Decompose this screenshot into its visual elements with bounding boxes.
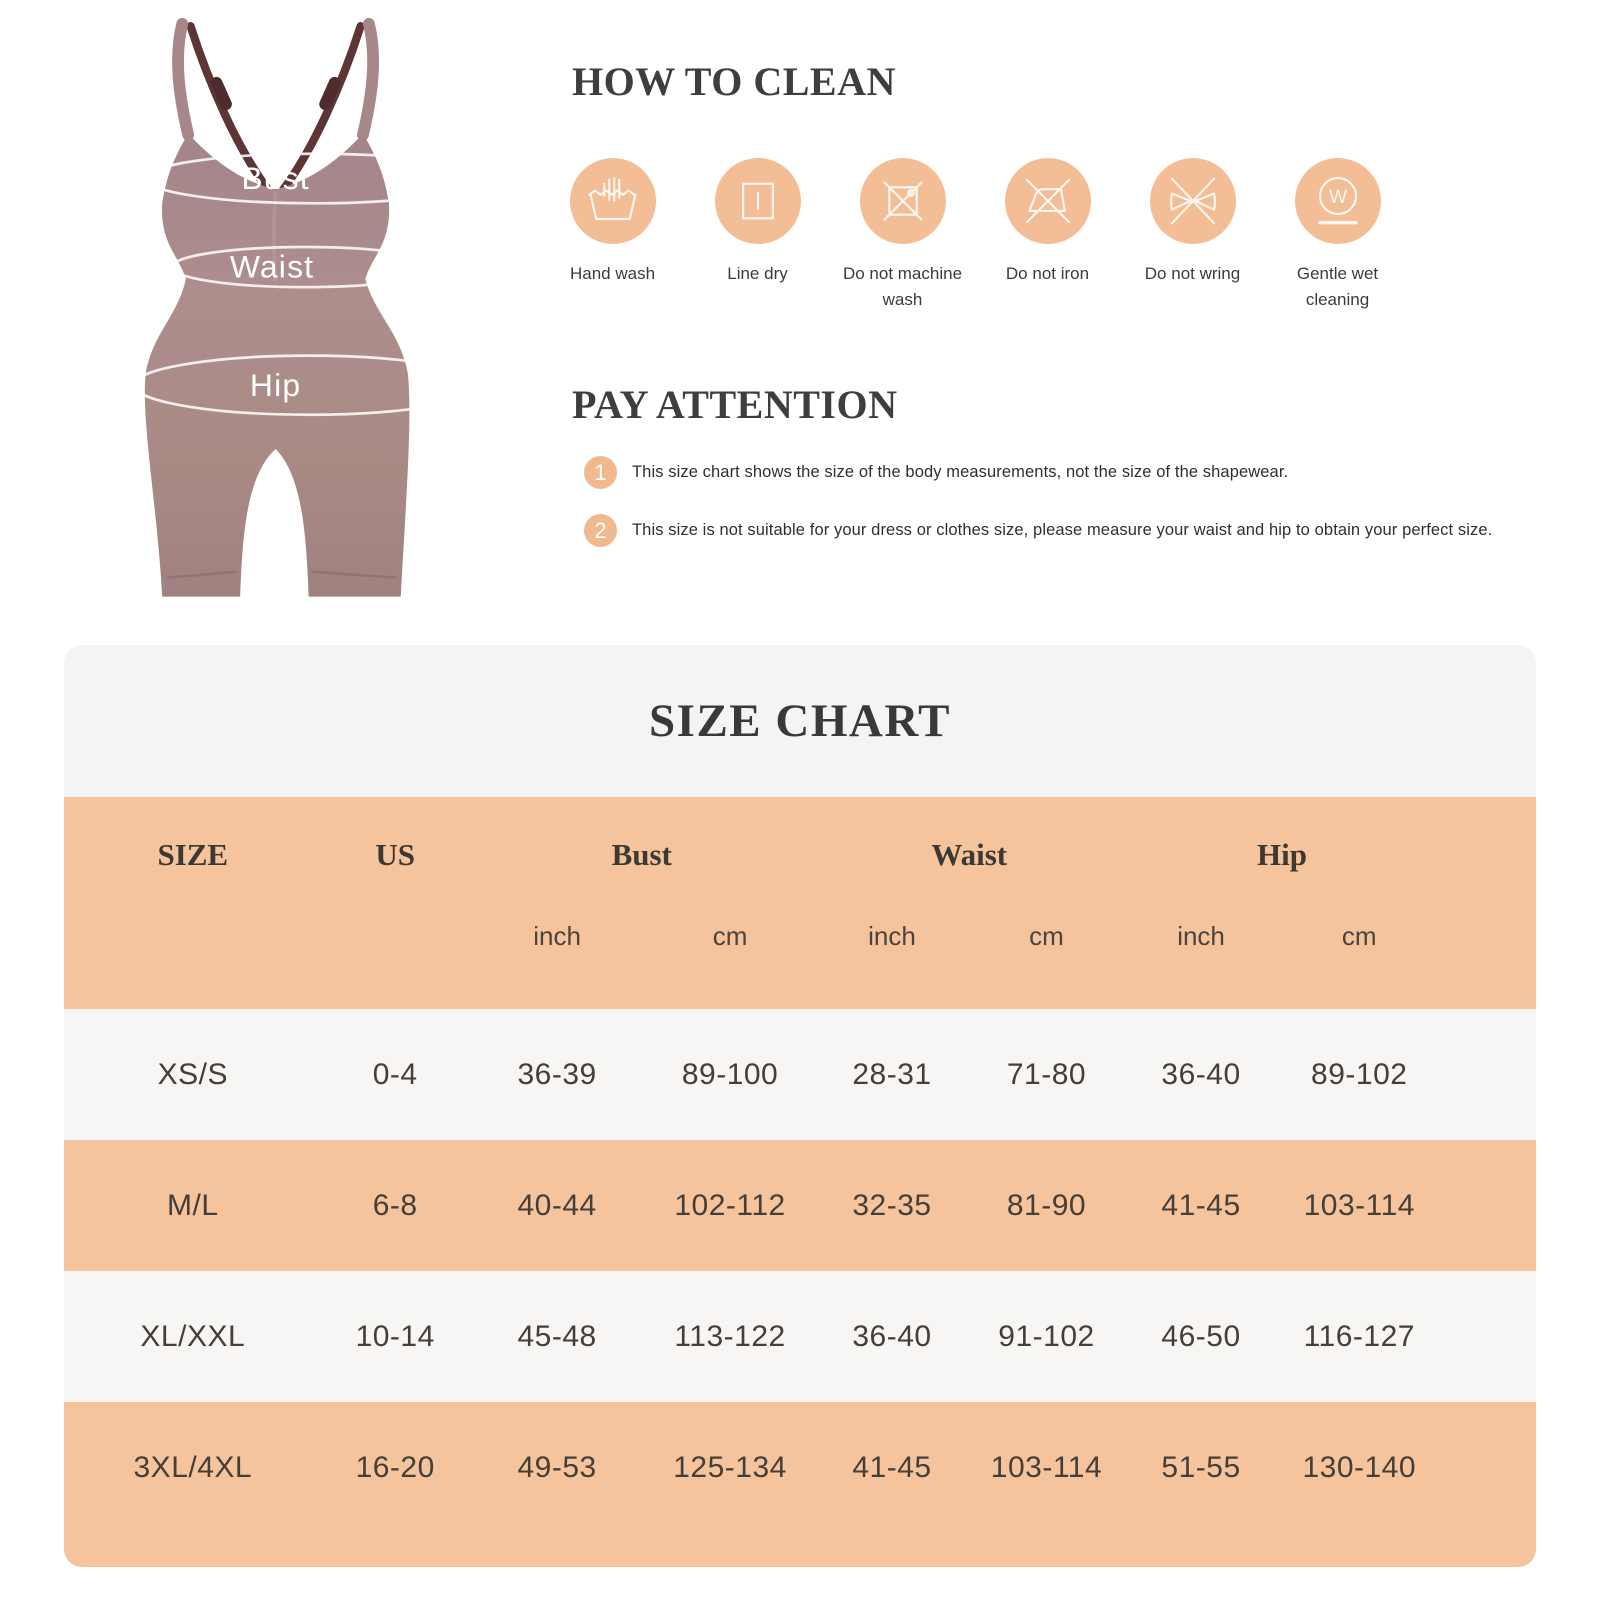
cell-size: 3XL/4XL <box>133 1450 253 1484</box>
note-number-badge: 1 <box>584 456 617 489</box>
care-item-gentle-wet-cleaning <box>1265 158 1410 314</box>
cell-waist-cm: 71-80 <box>1006 1057 1087 1091</box>
cell-hip-cm: 116-127 <box>1303 1319 1415 1353</box>
cell-bust-cm: 113-122 <box>674 1319 786 1353</box>
col-header-us: US <box>375 837 415 872</box>
care-label: Line dry <box>727 264 788 283</box>
cell-waist-cm: 91-102 <box>998 1319 1095 1353</box>
cell-waist-cm: 81-90 <box>1006 1188 1087 1222</box>
cell-bust-inch: 45-48 <box>517 1319 597 1353</box>
cell-hip-inch: 51-55 <box>1161 1450 1241 1484</box>
cell-hip-inch: 41-45 <box>1161 1188 1241 1222</box>
table-row <box>64 1402 1536 1567</box>
cell-hip-inch: 46-50 <box>1161 1319 1241 1353</box>
cell-size: XL/XXL <box>140 1319 246 1353</box>
cell-bust-inch: 36-39 <box>517 1057 597 1091</box>
cell-waist-inch: 36-40 <box>852 1319 932 1353</box>
care-item-hand-wash <box>540 158 685 314</box>
care-label: Do not wring <box>1144 264 1241 283</box>
care-label: Gentle wet cleaning <box>1296 264 1379 310</box>
header-row <box>64 837 1536 873</box>
size-chart-header <box>64 797 1536 1009</box>
cell-us: 16-20 <box>355 1450 435 1484</box>
pay-attention-title: PAY ATTENTION <box>572 382 898 427</box>
unit-waist-inch: inch <box>868 921 916 951</box>
cell-hip-cm: 103-114 <box>1303 1188 1415 1222</box>
line-dry-icon <box>715 158 801 244</box>
cell-hip-cm: 89-102 <box>1311 1057 1408 1091</box>
gentle-wet-cleaning-icon <box>1295 158 1381 244</box>
unit-bust-inch: inch <box>533 921 581 951</box>
cell-bust-cm: 89-100 <box>681 1057 779 1091</box>
do-not-wring-icon <box>1150 158 1236 244</box>
note-number-badge: 2 <box>584 514 617 547</box>
note-text: This size is not suitable for your dress or clothes size, please measure your waist and hip to obtain your perfect size. <box>632 521 1493 539</box>
unit-hip-cm: cm <box>1341 921 1377 951</box>
col-header-bust: Bust <box>611 837 672 872</box>
care-label: Do not iron <box>1005 264 1090 283</box>
size-chart <box>64 645 1536 1567</box>
note-text: This size chart shows the size of the body measurements, not the size of the shapewear. <box>632 463 1289 481</box>
col-header-size: SIZE <box>157 837 229 872</box>
care-label: Do not machine wash <box>842 264 963 310</box>
cell-size: M/L <box>167 1188 219 1222</box>
cell-hip-inch: 36-40 <box>1161 1057 1241 1091</box>
table-row <box>64 1009 1536 1140</box>
col-header-waist: Waist <box>931 837 1008 872</box>
care-icons-row <box>540 158 1420 314</box>
cell-us: 6-8 <box>372 1188 418 1222</box>
care-item-do-not-wring <box>1120 158 1265 314</box>
cell-bust-inch: 40-44 <box>517 1188 597 1222</box>
care-item-line-dry <box>685 158 830 314</box>
hip-label: Hip <box>249 366 302 403</box>
note-item <box>584 514 1492 547</box>
unit-bust-cm: cm <box>712 921 748 951</box>
how-to-clean-title: HOW TO CLEAN <box>572 59 896 104</box>
col-header-hip: Hip <box>1257 837 1308 872</box>
size-chart-title-band <box>64 645 1536 797</box>
hand-wash-icon <box>570 158 656 244</box>
do-not-iron-icon <box>1005 158 1091 244</box>
svg-text:W: W <box>1328 186 1347 208</box>
bust-label: Bust <box>241 160 310 197</box>
size-chart-title: SIZE CHART <box>649 695 951 747</box>
cell-size: XS/S <box>157 1057 228 1091</box>
note-item <box>584 456 1492 489</box>
cell-bust-inch: 49-53 <box>517 1450 597 1484</box>
cell-waist-cm: 103-114 <box>990 1450 1103 1484</box>
unit-waist-cm: cm <box>1029 921 1064 951</box>
table-row <box>64 1140 1536 1271</box>
care-item-do-not-machine-wash <box>830 158 975 314</box>
bodysuit-illustration <box>122 12 500 632</box>
cell-waist-inch: 28-31 <box>852 1057 932 1091</box>
units-row <box>64 921 1536 952</box>
shapewear-figure <box>122 12 500 632</box>
cell-bust-cm: 102-112 <box>674 1188 786 1222</box>
waist-label: Waist <box>229 248 315 285</box>
care-item-do-not-iron <box>975 158 1120 314</box>
garment-strap-left <box>178 24 188 135</box>
table-row <box>64 1271 1536 1402</box>
cell-hip-cm: 130-140 <box>1302 1450 1417 1484</box>
do-not-machine-wash-icon <box>860 158 946 244</box>
unit-hip-inch: inch <box>1177 921 1225 951</box>
care-label: Hand wash <box>569 264 656 283</box>
cell-us: 0-4 <box>372 1057 418 1091</box>
garment-strap-right <box>363 24 373 135</box>
cell-bust-cm: 125-134 <box>673 1450 787 1484</box>
cell-waist-inch: 41-45 <box>852 1450 932 1484</box>
cell-us: 10-14 <box>355 1319 435 1353</box>
cell-waist-inch: 32-35 <box>852 1188 932 1222</box>
attention-notes <box>584 456 1492 547</box>
